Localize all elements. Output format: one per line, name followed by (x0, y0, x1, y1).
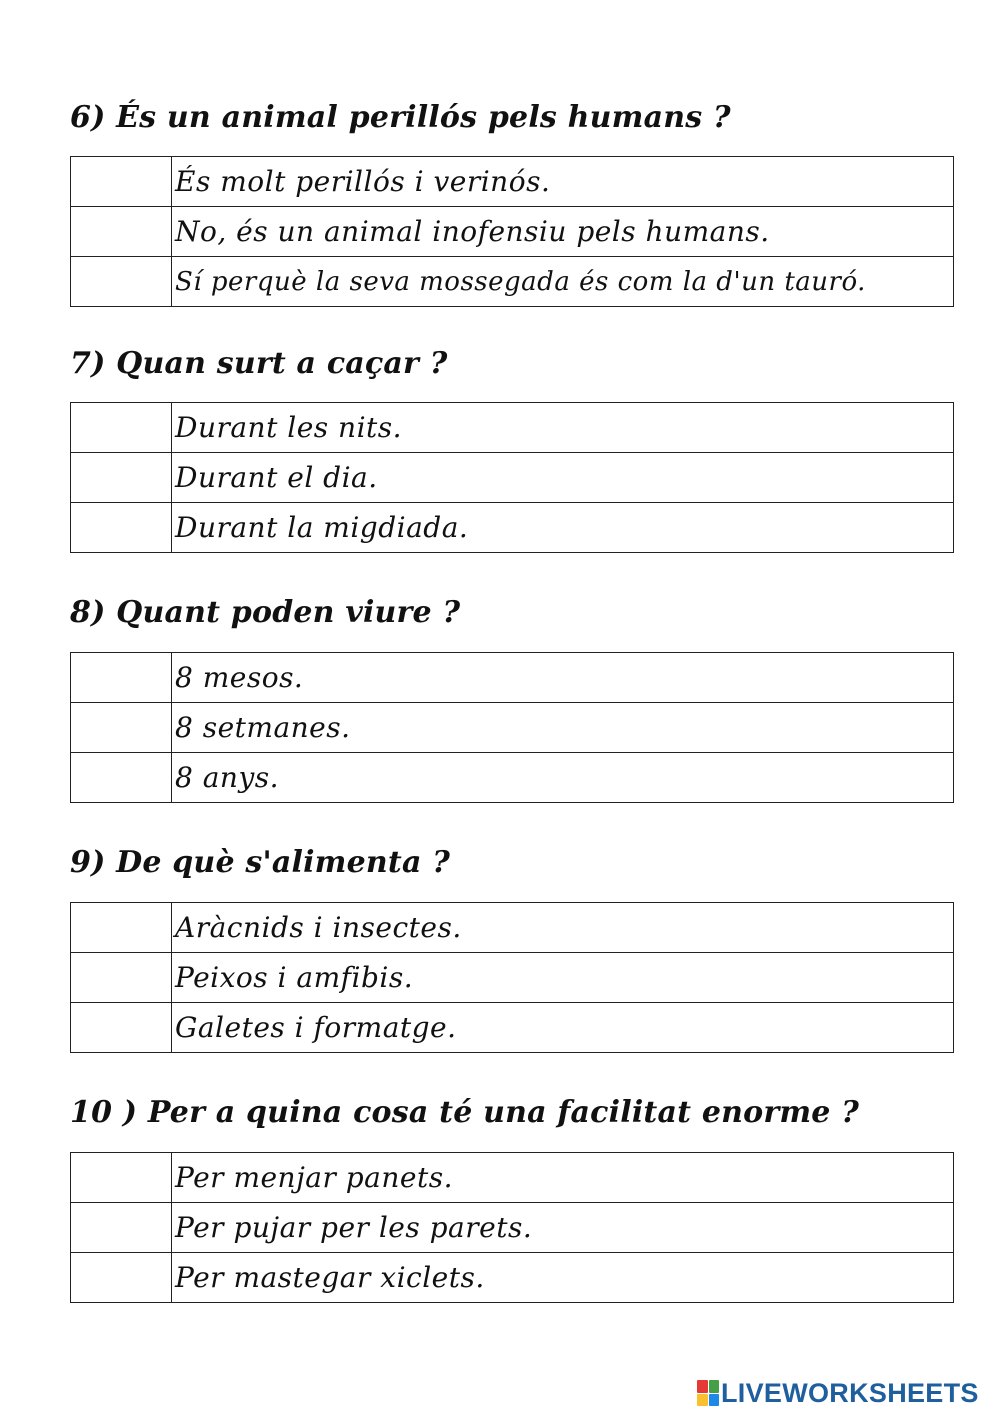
answer-row (71, 157, 954, 207)
question-8-title: 8) Quant poden viure ? (70, 595, 461, 630)
answer-select-cell[interactable] (71, 753, 172, 803)
answer-option-text: 8 mesos. (172, 653, 954, 703)
answer-select-cell[interactable] (71, 257, 172, 307)
answer-select-cell[interactable] (71, 953, 172, 1003)
answer-option-text: Durant el dia. (172, 453, 954, 503)
question-9-options (70, 902, 954, 1053)
brand-text: LIVEWORKSHEETS (721, 1377, 979, 1408)
question-6-options (70, 156, 954, 307)
answer-option-text: Durant les nits. (172, 403, 954, 453)
answer-option-text: Per mastegar xiclets. (172, 1253, 954, 1303)
answer-row (71, 403, 954, 453)
answer-select-cell[interactable] (71, 903, 172, 953)
answer-row (71, 1203, 954, 1253)
answer-option-text: No, és un animal inofensiu pels humans. (172, 207, 954, 257)
answer-option-text: Durant la migdiada. (172, 503, 954, 553)
answer-option-text: Aràcnids i insectes. (172, 903, 954, 953)
liveworksheets-brand (697, 1378, 979, 1408)
answer-row (71, 653, 954, 703)
answer-option-text: Galetes i formatge. (172, 1003, 954, 1053)
answer-row (71, 1003, 954, 1053)
answer-row (71, 753, 954, 803)
answer-select-cell[interactable] (71, 1203, 172, 1253)
answer-row (71, 503, 954, 553)
answer-row (71, 257, 954, 307)
answer-select-cell[interactable] (71, 503, 172, 553)
answer-option-text: És molt perillós i verinós. (172, 157, 954, 207)
answer-select-cell[interactable] (71, 157, 172, 207)
answer-select-cell[interactable] (71, 453, 172, 503)
answer-option-text: 8 setmanes. (172, 703, 954, 753)
liveworksheets-logo-icon (697, 1380, 719, 1406)
question-8-options (70, 652, 954, 803)
answer-select-cell[interactable] (71, 1153, 172, 1203)
answer-row (71, 207, 954, 257)
question-10-title: 10 ) Per a quina cosa té una facilitat enorme ? (70, 1095, 859, 1130)
answer-select-cell[interactable] (71, 703, 172, 753)
answer-option-text: Peixos i amfibis. (172, 953, 954, 1003)
answer-select-cell[interactable] (71, 653, 172, 703)
answer-select-cell[interactable] (71, 1003, 172, 1053)
answer-select-cell[interactable] (71, 1253, 172, 1303)
question-10-options (70, 1152, 954, 1303)
answer-select-cell[interactable] (71, 207, 172, 257)
answer-option-text: Per menjar panets. (172, 1153, 954, 1203)
answer-row (71, 1253, 954, 1303)
answer-row (71, 453, 954, 503)
answer-option-text: Sí perquè la seva mossegada és com la d'un tauró. (172, 257, 954, 307)
answer-row (71, 703, 954, 753)
answer-row (71, 953, 954, 1003)
question-9-title: 9) De què s'alimenta ? (70, 845, 451, 880)
answer-option-text: 8 anys. (172, 753, 954, 803)
question-6-title: 6) És un animal perillós pels humans ? (70, 100, 731, 135)
question-7-title: 7) Quan surt a caçar ? (70, 346, 448, 381)
answer-select-cell[interactable] (71, 403, 172, 453)
answer-row (71, 903, 954, 953)
answer-row (71, 1153, 954, 1203)
answer-option-text: Per pujar per les parets. (172, 1203, 954, 1253)
question-7-options (70, 402, 954, 553)
